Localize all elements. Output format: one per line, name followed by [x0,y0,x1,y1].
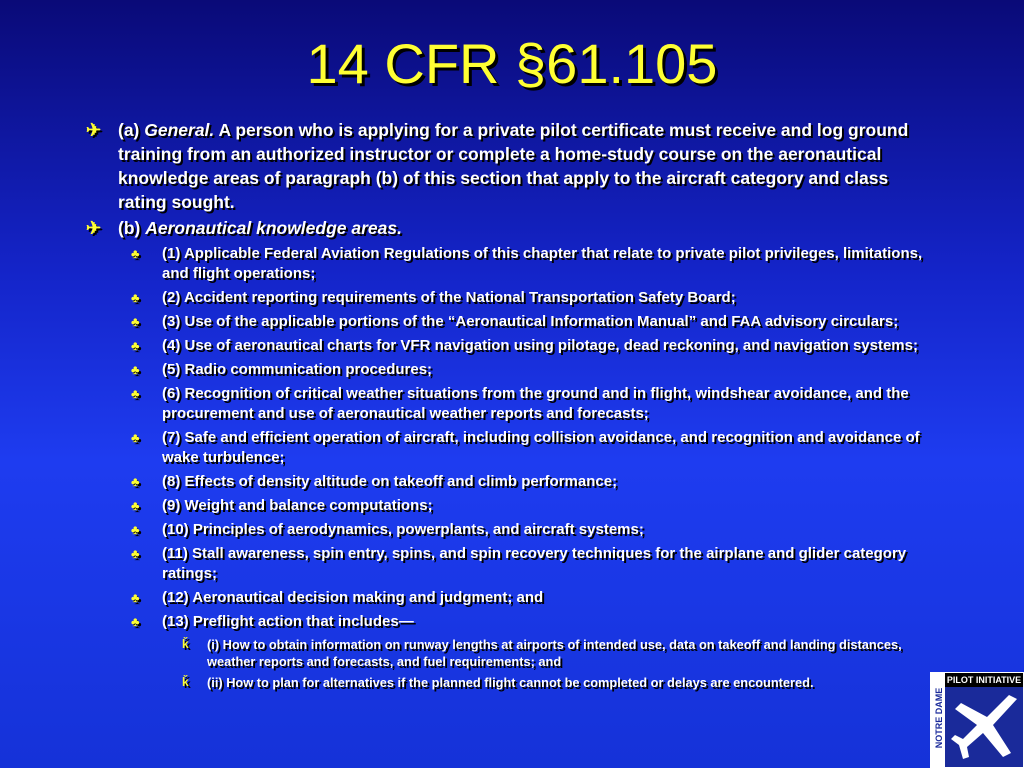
paragraph-b-prefix: (b) [118,218,146,238]
list-item-text: (11) Stall awareness, spin entry, spins, and spin recovery techniques for the airplane and glider category ratings; [162,545,907,582]
paragraph-a-prefix: (a) [118,120,145,140]
airplane-bullet-icon: ✈ [86,120,102,140]
pilot-initiative-logo [930,672,1024,768]
paragraph-a-heading: General. [144,120,215,140]
list-item [86,588,936,608]
clover-bullet-icon: ♣ [131,474,140,489]
clover-bullet-icon: ♣ [131,290,140,305]
paragraph-b [86,216,936,240]
list-item [86,360,936,380]
list-item [86,288,936,308]
list-item [86,428,936,468]
sub-list-item [86,636,936,670]
clover-bullet-icon: ♣ [131,338,140,353]
list-item-text: (6) Recognition of critical weather situations from the ground and in flight, windshear avoidance, and the procurement and use of aeronautical weather reports and forecasts; [162,385,909,422]
logo-top-text: PILOT INITIATIVE [946,675,1022,685]
list-item [86,244,936,284]
list-item-text: (8) Effects of density altitude on takeoff and climb performance; [162,473,618,490]
list-item [86,336,936,356]
sub-list-item-text: (ii) How to plan for alternatives if the planned flight cannot be completed or delays are encountered. [207,675,814,690]
clover-bullet-icon: ♣ [131,590,140,605]
clover-bullet-icon: ♣ [131,498,140,513]
clover-bullet-icon: ♣ [131,430,140,445]
list-item-text: (2) Accident reporting requirements of the National Transportation Safety Board; [162,289,736,306]
list-item-text: (7) Safe and efficient operation of aircraft, including collision avoidance, and recognition and avoidance of wake turbulence; [162,429,920,466]
slide-title: 14 CFR §61.105 [306,32,718,95]
paragraph-a-text: A person who is applying for a private pilot certificate must receive and log ground training from an authorized instructor or complete a home-study course on the aeronautical knowledge areas of paragraph (b) of this section that apply to the aircraft category and class rating sought. [118,120,909,212]
list-item-text: (13) Preflight action that includes— [162,613,414,630]
clover-bullet-icon: ♣ [131,614,140,629]
sub-list-item-text: (i) How to obtain information on runway lengths at airports of intended use, data on takeoff and landing distances, weather reports and forecasts, and fuel requirements; and [207,637,902,669]
list-item [86,520,936,540]
list-item-text: (12) Aeronautical decision making and judgment; and [162,589,544,606]
list-item-text: (5) Radio communication procedures; [162,361,433,378]
clover-bullet-icon: ♣ [131,362,140,377]
list-item-text: (4) Use of aeronautical charts for VFR navigation using pilotage, dead reckoning, and navigation systems; [162,337,918,354]
logo-side-text: NOTRE DAME [934,687,944,749]
paragraph-b-heading: Aeronautical knowledge areas. [145,218,402,238]
list-item-text: (3) Use of the applicable portions of the “Aeronautical Information Manual” and FAA advisory circulars; [162,313,899,330]
clover-bullet-icon: ♣ [131,386,140,401]
small-figure-bullet-icon: ǩ [182,675,189,689]
clover-bullet-icon: ♣ [131,522,140,537]
logo-side-band [931,673,945,767]
small-figure-bullet-icon: ǩ [182,637,189,651]
airplane-logo-icon [949,689,1023,765]
list-item-text: (1) Applicable Federal Aviation Regulations of this chapter that relate to private pilot privileges, limitations, and flight operations; [162,245,923,282]
list-item [86,612,936,632]
clover-bullet-icon: ♣ [131,246,140,261]
sub-list-item [86,674,936,691]
list-item [86,384,936,424]
slide-body [86,118,936,691]
list-item-text: (10) Principles of aerodynamics, powerplants, and aircraft systems; [162,521,644,538]
clover-bullet-icon: ♣ [131,546,140,561]
airplane-bullet-icon: ✈ [86,218,102,238]
list-item [86,544,936,584]
paragraph-a [86,118,936,214]
clover-bullet-icon: ♣ [131,314,140,329]
list-item-text: (9) Weight and balance computations; [162,497,433,514]
list-item [86,472,936,492]
list-item [86,496,936,516]
list-item [86,312,936,332]
